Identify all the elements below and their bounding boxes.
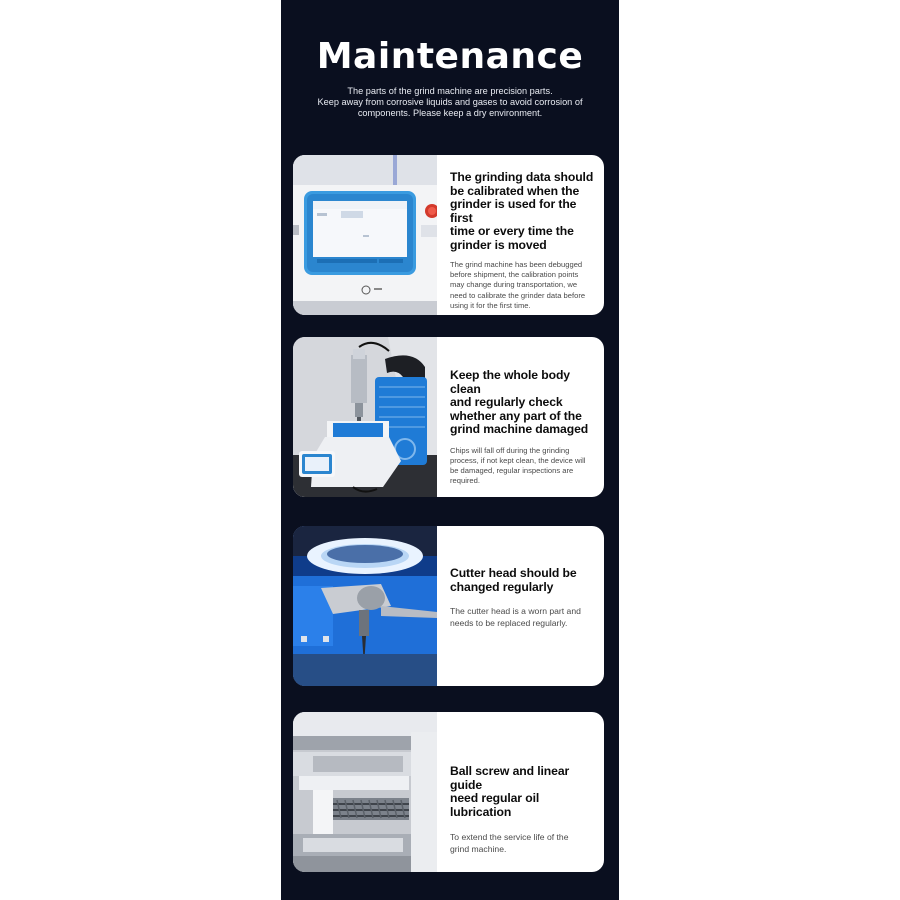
card-heading — [450, 171, 598, 252]
body-line: needs to be replaced regularly. — [450, 618, 568, 628]
card-heading — [450, 567, 598, 594]
body-line: The grind machine has been debugged — [450, 260, 583, 269]
heading-line: changed regularly — [450, 579, 554, 594]
touchscreen-control-panel-photo — [293, 155, 437, 315]
intro-line: The parts of the grind machine are precision parts. — [347, 86, 553, 96]
card-heading — [450, 369, 598, 437]
card-text — [450, 337, 598, 497]
body-line: before shipment, the calibration points — [450, 270, 579, 280]
heading-line: need regular oil lubrication — [450, 791, 540, 819]
maintenance-card-cleaning — [293, 337, 604, 497]
intro-line: Keep away from corrosive liquids and gases to avoid corrosion of — [317, 97, 583, 107]
page-title: Maintenance — [316, 36, 584, 77]
body-line: grind machine. — [450, 844, 507, 854]
body-line: required. — [450, 476, 480, 486]
heading-line: be calibrated when the — [450, 183, 580, 198]
ball-screw-linear-guide-photo — [293, 712, 437, 872]
body-line: process, if not kept clean, the device will — [450, 455, 586, 465]
heading-line: grind machine damaged — [450, 422, 589, 436]
body-line: The cutter head is a worn part and — [450, 606, 581, 616]
heading-line: whether any part of the — [450, 408, 582, 423]
maintenance-card-calibration — [293, 155, 604, 315]
body-line: be damaged, regular inspections are — [450, 465, 574, 475]
card-body — [450, 446, 598, 487]
heading-line: time or every time the — [450, 224, 574, 238]
heading-line: Cutter head should be — [450, 566, 577, 580]
maintenance-card-cutter-head — [293, 526, 604, 686]
heading-line: Ball screw and linear guide — [450, 764, 570, 792]
cutter-head-closeup-photo — [293, 526, 437, 686]
heading-line: The grinding data should — [450, 170, 594, 184]
heading-line: grinder is moved — [450, 237, 547, 252]
maintenance-card-lubrication — [293, 712, 604, 872]
body-line: To extend the service life of the — [450, 832, 569, 842]
body-line: need to calibrate the grinder data before — [450, 290, 586, 300]
heading-line: grinder is used for the first — [450, 197, 577, 225]
heading-line: and regularly check — [450, 395, 563, 409]
card-text — [450, 155, 598, 315]
body-line: Chips will fall off during the grinding — [450, 445, 570, 455]
body-line: using it for the first time. — [450, 300, 531, 310]
card-text — [450, 712, 598, 872]
maintenance-banner — [281, 0, 619, 900]
heading-line: Keep the whole body clean — [450, 368, 570, 396]
intro-line: components. Please keep a dry environment. — [357, 108, 543, 118]
card-body — [450, 831, 598, 855]
card-text — [450, 526, 598, 686]
body-line: may change during transportation, we — [450, 280, 578, 290]
card-body — [450, 260, 598, 311]
card-body — [450, 605, 598, 629]
grinding-machine-photo — [293, 337, 437, 497]
card-heading — [450, 765, 598, 819]
intro-text — [301, 86, 599, 119]
